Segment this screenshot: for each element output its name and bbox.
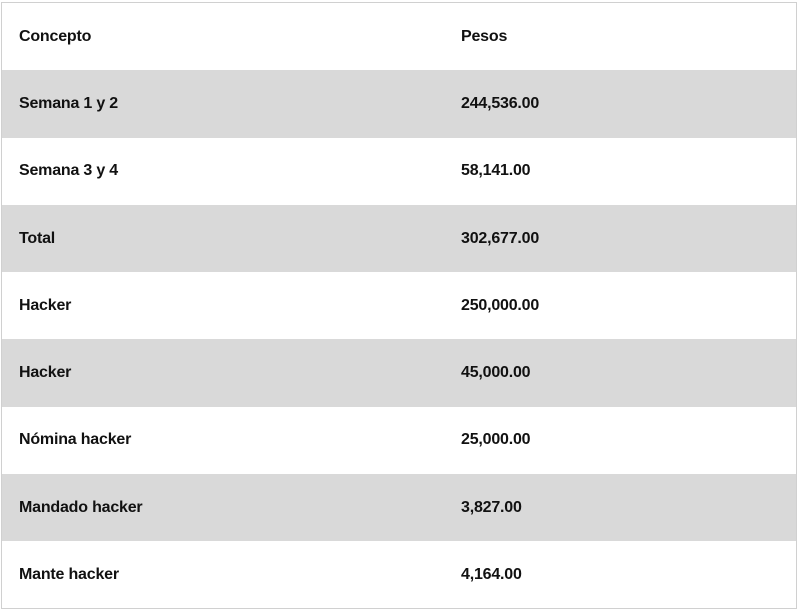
- concept-cell: Hacker: [19, 364, 72, 382]
- expense-table: [1, 2, 797, 609]
- pesos-cell: 58,141.00: [461, 162, 531, 180]
- pesos-cell: 45,000.00: [461, 364, 531, 382]
- concept-cell: Nómina hacker: [19, 431, 132, 449]
- table-row: [2, 474, 796, 541]
- pesos-cell: 302,677.00: [461, 229, 540, 247]
- pesos-cell: 3,827.00: [461, 498, 522, 516]
- table-row: [2, 138, 796, 205]
- table-row: [2, 339, 796, 406]
- concept-cell: Semana 3 y 4: [19, 162, 118, 180]
- table-row: [2, 272, 796, 339]
- pesos-cell: 4,164.00: [461, 566, 522, 584]
- concept-cell: Mandado hacker: [19, 498, 143, 516]
- pesos-cell: 250,000.00: [461, 296, 540, 314]
- table-row: [2, 407, 796, 474]
- table-row: [2, 70, 796, 137]
- table-row: [2, 205, 796, 272]
- concept-cell: Hacker: [19, 296, 72, 314]
- table-header-row: [2, 3, 796, 70]
- concept-cell: Total: [19, 229, 56, 247]
- column-header-concepto: Concepto: [19, 27, 92, 45]
- concept-cell: Semana 1 y 2: [19, 94, 118, 112]
- column-header-pesos: Pesos: [461, 27, 508, 45]
- table-row: [2, 541, 796, 608]
- concept-cell: Mante hacker: [19, 566, 119, 584]
- pesos-cell: 244,536.00: [461, 94, 540, 112]
- pesos-cell: 25,000.00: [461, 431, 531, 449]
